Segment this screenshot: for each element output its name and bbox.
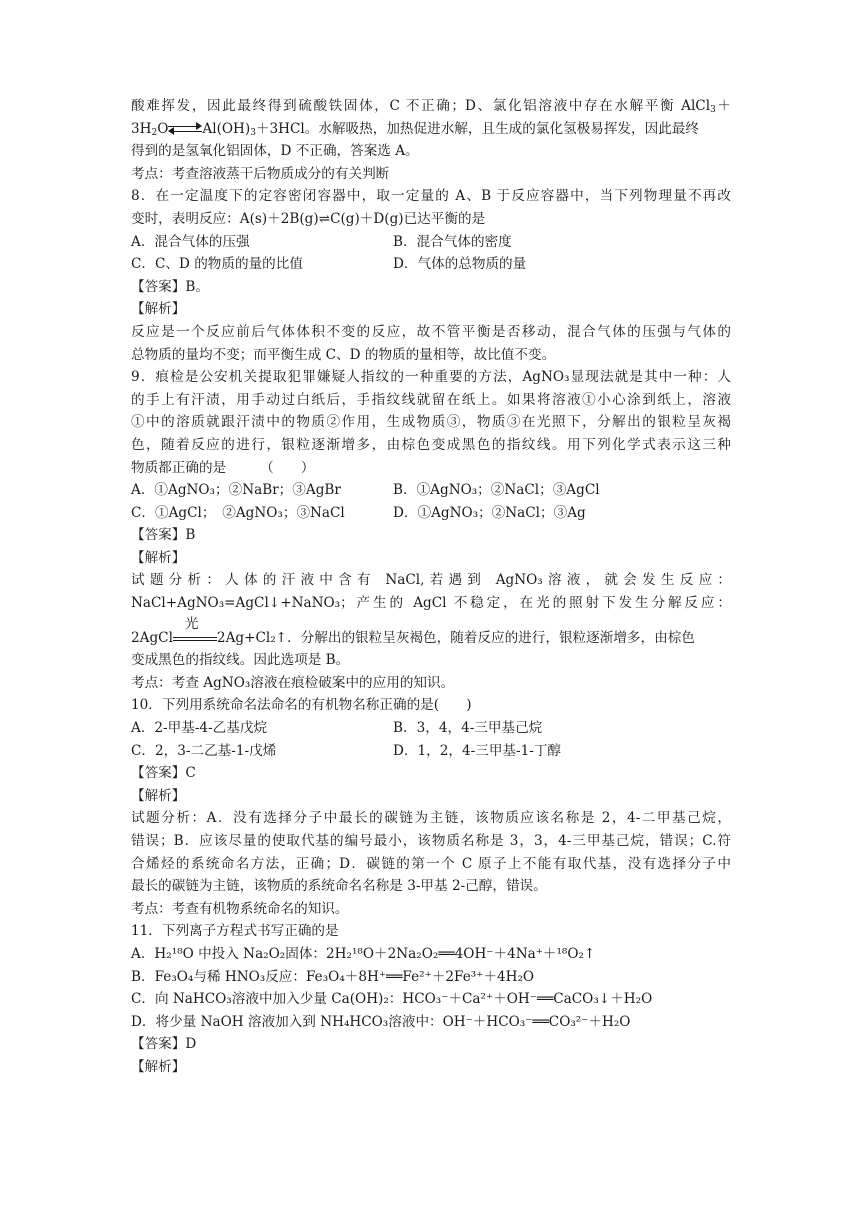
option-c: C．2，3-二乙基-1-戊烯 (131, 742, 277, 759)
question-8-options (131, 231, 731, 254)
analysis-label: 【解析】 (131, 787, 186, 804)
answer-label: 【答案】B。 (131, 278, 209, 295)
text-line: $3H_2O$ $Al(OH)_3+3HCl$。水解吸热，加热促进水解，且生成的氯化氢极易挥发，因此最终 (131, 120, 699, 138)
option-a: A．2-甲基-4-乙基戊烷 (131, 720, 268, 737)
analysis-label: 【解析】 (131, 549, 186, 566)
option-d: D．气体的总物质的量 (393, 256, 527, 273)
analysis-text: 试题分析：A．没有选择分子中最长的碳链为主链，该物质应该名称是 2，4-二甲基己烷， (131, 810, 731, 827)
option-d: D．1，2，4-三甲基-1-丁醇 (393, 742, 562, 759)
question-9-options (131, 502, 731, 525)
option-b: B．3，4，4-三甲基己烷 (393, 720, 543, 737)
equilibrium-arrow-icon (168, 123, 202, 135)
option-c: C．C、D 的物质的量的比值 (131, 256, 303, 273)
question-11-stem: 11．下列离子方程式书写正确的是 (131, 923, 339, 940)
text-line: 得到的是氢氧化铝固体，D 不正确，答案选 A。 (131, 143, 419, 160)
question-10-options (131, 740, 731, 763)
analysis-text: 总物质的量均不变；而平衡生成 C、D 的物质的量相等，故比值不变。 (131, 346, 556, 363)
option-d: D．①AgNO₃；②NaCl；③Ag (393, 504, 586, 521)
analysis-text: 变成黑色的指纹线。因此选项是 B。 (131, 652, 350, 669)
question-9-stem: 9．痕检是公安机关提取犯罪嫌疑人指纹的一种重要的方法，AgNO₃显现法就是其中一种：人 (131, 369, 731, 386)
option-d: D．将少量 NaOH 溶液加入到 NH₄HCO₃溶液中：OH⁻＋HCO₃⁻══CO₃²⁻＋H₂O (131, 1013, 631, 1030)
question-9-options (131, 479, 731, 502)
text-line: 酸难挥发，因此最终得到硫酸铁固体，C 不正确；D、氯化铝溶液中存在水解平衡 AlCl$_3$＋ (131, 98, 732, 115)
analysis-label: 【解析】 (131, 301, 186, 318)
option-b: B．①AgNO₃；②NaCl；③AgCl (393, 482, 600, 499)
exam-point: 考点：考查有机物系统命名的知识。 (131, 900, 349, 917)
question-8-options (131, 253, 731, 276)
analysis-text: 试题分析：人体的汗液中含有 NaCl,若遇到 AgNO₃溶液，就会发生反应： (131, 572, 731, 589)
answer-label: 【答案】B (131, 527, 196, 544)
analysis-text: 错误；B．应该尽量的使取代基的编号最小，该物质名称是 3，3，4-三甲基己烷，错误；C.符 (131, 833, 731, 849)
exam-point: 考点：考查 AgNO₃溶液在痕检破案中的应用的知识。 (131, 674, 455, 691)
answer-label: 【答案】C (131, 765, 196, 782)
question-9-stem: 的手上有汗渍，用手动过白纸后，手指纹线就留在纸上。如果将溶液①小心涂到纸上，溶液 (131, 391, 731, 408)
analysis-label: 【解析】 (131, 1058, 186, 1075)
question-8-stem: 8．在一定温度下的定容密闭容器中，取一定量的 A、B 于反应容器中，当下列物理量不再改 (131, 188, 731, 205)
option-a: A．①AgNO₃；②NaBr；③AgBr (131, 482, 341, 499)
question-10-stem: 10．下列用系统命名法命名的有机物名称正确的是( ) (131, 697, 472, 714)
question-10-options (131, 717, 731, 740)
option-c: C．向 NaHCO₃溶液中加入少量 Ca(OH)₂：HCO₃⁻＋Ca²⁺＋OH⁻══CaCO₃↓＋H₂O (131, 991, 653, 1008)
analysis-text: 合烯烃的系统命名方法，正确；D．碳链的第一个 C 原子上不能有取代基，没有选择分子中 (131, 855, 731, 872)
question-9-stem: ①中的溶质就跟汗渍中的物质②作用，生成物质③，物质③在光照下，分解出的银粒呈灰褐 (131, 414, 731, 431)
option-c: C．①AgCl； ②AgNO₃；③NaCl (131, 504, 345, 521)
analysis-text: NaCl+AgNO₃=AgCl↓+NaNO₃；产生的 AgCl 不稳定，在光的照射下发生分解反应： (131, 595, 731, 612)
option-a: A．混合气体的压强 (131, 233, 250, 250)
question-9-stem: 物质都正确的是 （ ） (131, 459, 315, 476)
question-9-stem: 色，随着反应的进行，银粒逐渐增多，由棕色变成黑色的指纹线。用下列化学式表示这三种 (131, 436, 731, 453)
analysis-text: 反应是一个反应前后气体体积不变的反应，故不管平衡是否移动，混合气体的压强与气体的 (131, 323, 731, 340)
analysis-equation: 2AgCl 光 2Ag+Cl₂↑．分解出的银粒呈灰褐色，随着反应的进行，银粒逐渐增多，由棕色 (131, 627, 731, 650)
question-8-stem: 变时，表明反应：A(s)＋2B(g)⇌C(g)＋D(g)已达平衡的是 (131, 210, 486, 227)
option-a: A．H₂¹⁸O 中投入 Na₂O₂固体：2H₂¹⁸O＋2Na₂O₂══4OH⁻＋4Na⁺＋¹⁸O₂↑ (131, 945, 596, 962)
answer-label: 【答案】D (131, 1036, 197, 1053)
document-page (131, 95, 731, 1079)
analysis-text: 最长的碳链为主链，该物质的系统命名名称是 3-甲基 2-己醇，错误。 (131, 878, 547, 895)
exam-point: 考点：考查溶液蒸干后物质成分的有关判断 (131, 165, 390, 182)
option-b: B．混合气体的密度 (393, 233, 512, 250)
light-condition-arrow: 光 (173, 627, 217, 649)
option-b: B．Fe₃O₄与稀 HNO₃反应：Fe₃O₄＋8H⁺══Fe²⁺＋2Fe³⁺＋4H₂O (131, 968, 535, 985)
